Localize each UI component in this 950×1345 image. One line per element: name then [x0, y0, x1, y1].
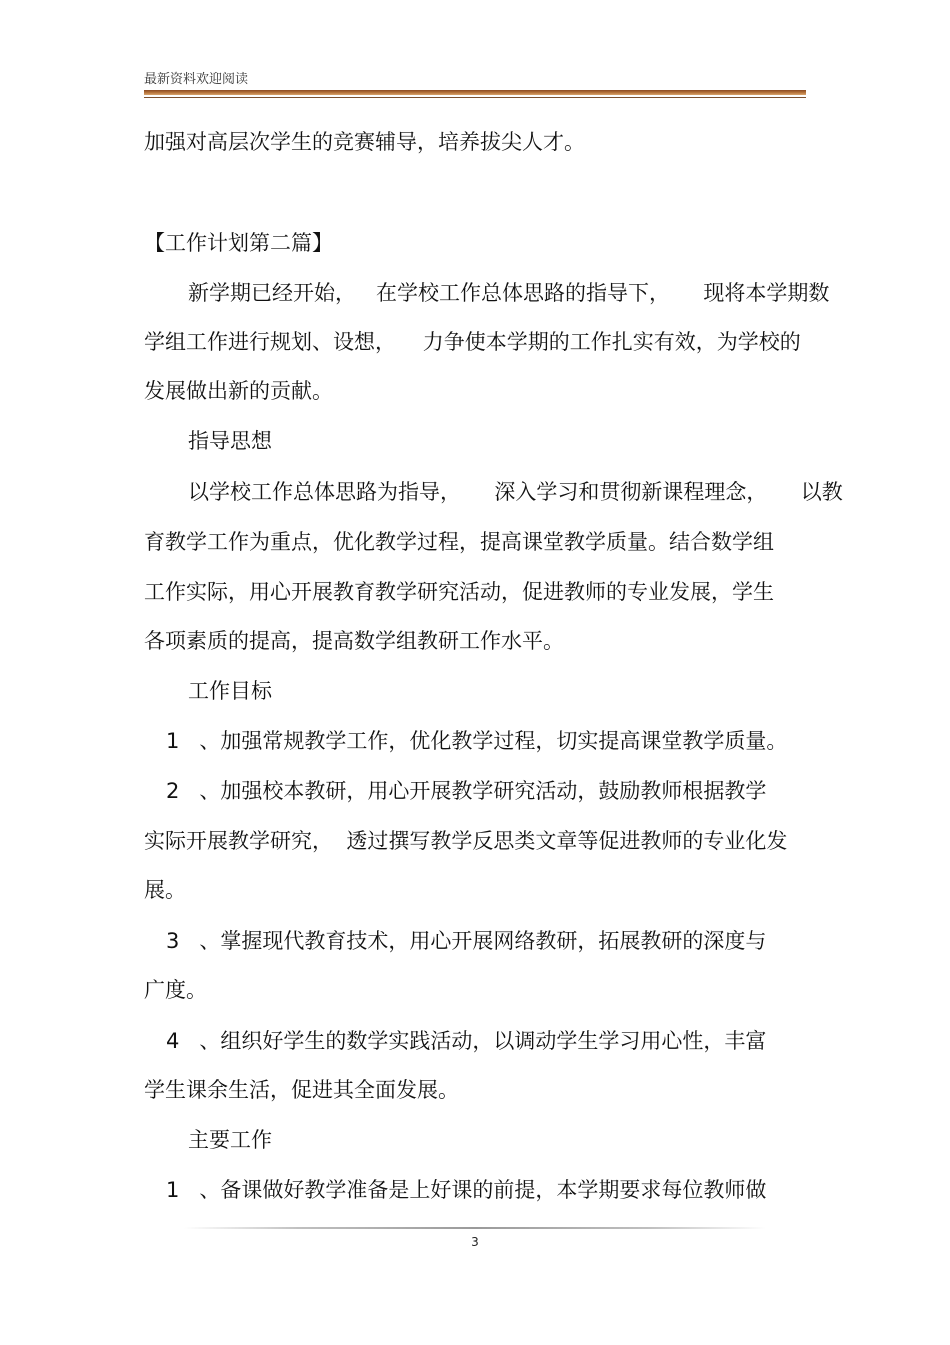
list-item: 1 、加强常规教学工作，优化教学过程，切实提高课堂教学质量。	[166, 729, 788, 753]
subheading: 工作目标	[188, 679, 272, 703]
list-item: 4 、组织好学生的数学实践活动，以调动学生学习用心性，丰富	[166, 1029, 767, 1053]
body-line: 新学期已经开始， 在学校工作总体思路的指导下， 现将本学期数	[188, 281, 830, 305]
body-line: 以学校工作总体思路为指导， 深入学习和贯彻新课程理念， 以教	[188, 480, 843, 504]
list-item: 1 、备课做好教学准备是上好课的前提，本学期要求每位教师做	[166, 1178, 767, 1202]
subheading: 指导思想	[188, 429, 272, 453]
body-line: 发展做出新的贡献。	[144, 379, 333, 403]
list-item: 3 、掌握现代教育技术，用心开展网络教研，拓展教研的深度与	[166, 929, 767, 953]
header-rule-thin	[144, 97, 806, 98]
subheading: 主要工作	[188, 1128, 272, 1152]
body-line: 工作实际，用心开展教育教学研究活动，促进教师的专业发展，学生	[144, 580, 774, 604]
page-number: 3	[471, 1235, 479, 1249]
body-line: 学组工作进行规划、设想， 力争使本学期的工作扎实有效，为学校的	[144, 330, 801, 354]
body-line: 展。	[144, 878, 186, 902]
body-line: 广度。	[144, 978, 207, 1002]
footer-rule	[184, 1227, 766, 1229]
header-text: 最新资料欢迎阅读	[144, 72, 249, 87]
section-heading: 【工作计划第二篇】	[144, 231, 333, 255]
body-line: 各项素质的提高，提高数学组教研工作水平。	[144, 629, 564, 653]
body-line: 实际开展教学研究， 透过撰写教学反思类文章等促进教师的专业化发	[144, 829, 788, 853]
body-line: 育教学工作为重点，优化教学过程，提高课堂教学质量。结合数学组	[144, 530, 774, 554]
header-rule-thick	[144, 90, 806, 95]
body-line: 加强对高层次学生的竞赛辅导，培养拔尖人才。	[144, 130, 585, 154]
list-item: 2 、加强校本教研，用心开展教学研究活动，鼓励教师根据教学	[166, 779, 767, 803]
body-line: 学生课余生活，促进其全面发展。	[144, 1078, 459, 1102]
